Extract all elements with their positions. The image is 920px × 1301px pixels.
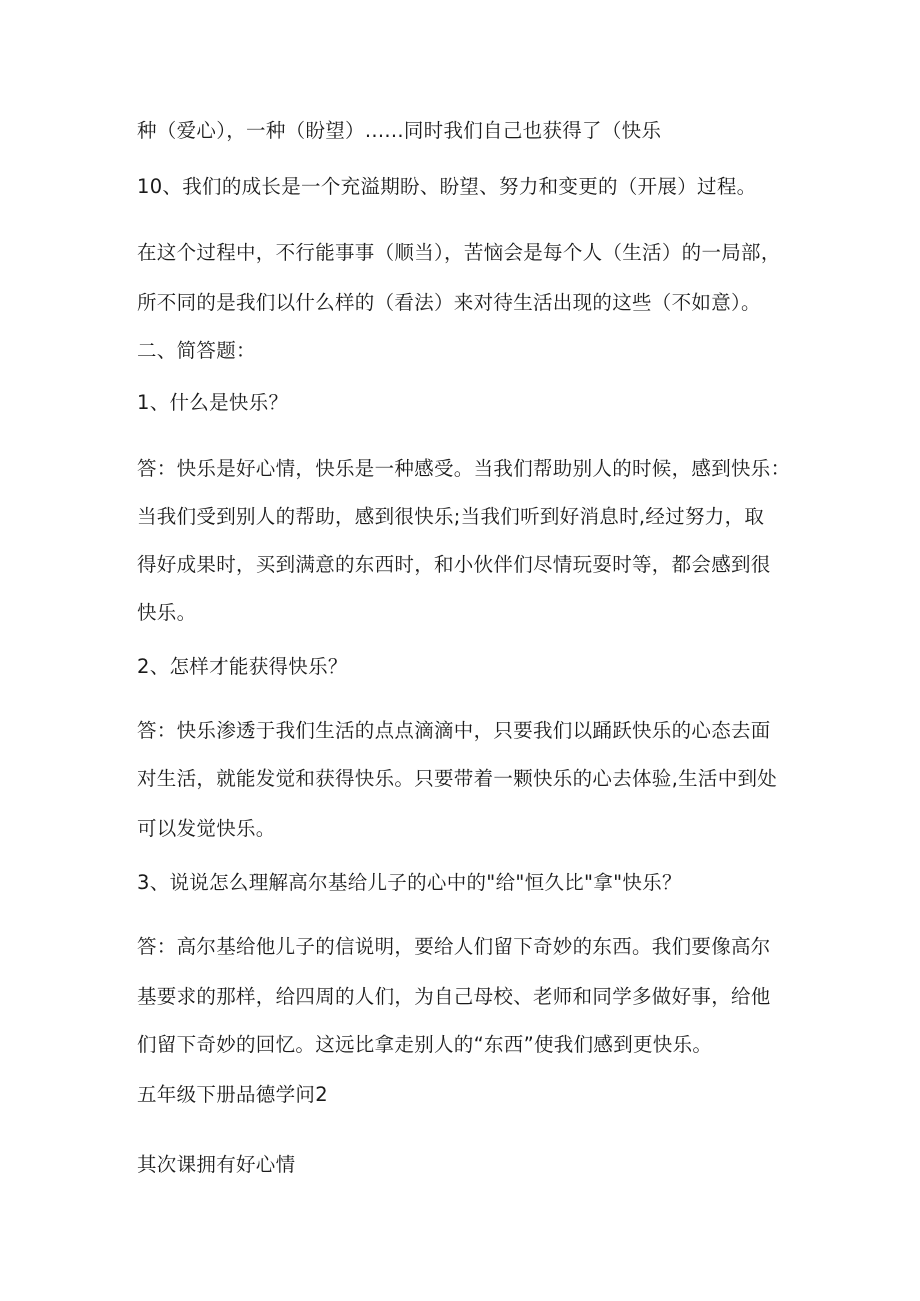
- text-line: 可以发觉快乐。: [137, 817, 276, 840]
- question-heading: 2、怎样才能获得快乐？: [137, 655, 348, 678]
- text-line: 快乐。: [137, 601, 197, 624]
- text-line: 在这个过程中，不行能事事（顺当），苦恼会是每个人（生活）的一局部，: [137, 241, 781, 264]
- text-line: 基要求的那样，给四周的人们，为自己母校、老师和同学多做好事，给他: [137, 985, 771, 1008]
- text-line: 当我们受到别人的帮助，感到很快乐;当我们听到好消息时,经过努力，取: [137, 505, 765, 528]
- text-line: 答：快乐是好心情，快乐是一种感受。当我们帮助别人的时候，感到快乐：: [137, 457, 791, 480]
- text-line: 10、我们的成长是一个充溢期盼、盼望、努力和变更的（开展）过程。: [137, 175, 757, 198]
- text-line: 所不同的是我们以什么样的（看法）来对待生活出现的这些（不如意）。: [137, 291, 761, 314]
- text-line: 们留下奇妙的回忆。这远比拿走别人的“东西”使我们感到更快乐。: [137, 1033, 713, 1056]
- question-heading: 1、什么是快乐？: [137, 391, 289, 414]
- text-line: 对生活，就能发觉和获得快乐。只要带着一颗快乐的心去体验,生活中到处: [137, 767, 778, 790]
- section-heading: 二、简答题：: [137, 339, 256, 362]
- section-title: 五年级下册品德学问2: [137, 1083, 328, 1106]
- text-line: 种（爱心），一种（盼望）......同时我们自己也获得了（快乐: [137, 119, 662, 142]
- lesson-title: 其次课拥有好心情: [137, 1153, 296, 1176]
- question-heading: 3、说说怎么理解高尔基给儿子的心中的"给"恒久比"拿"快乐？: [137, 871, 682, 894]
- text-line: 答：快乐渗透于我们生活的点点滴滴中，只要我们以踊跃快乐的心态去面: [137, 719, 771, 742]
- text-line: 得好成果时，买到满意的东西时，和小伙伴们尽情玩耍时等，都会感到很: [137, 553, 771, 576]
- text-line: 答：高尔基给他儿子的信说明，要给人们留下奇妙的东西。我们要像高尔: [137, 935, 771, 958]
